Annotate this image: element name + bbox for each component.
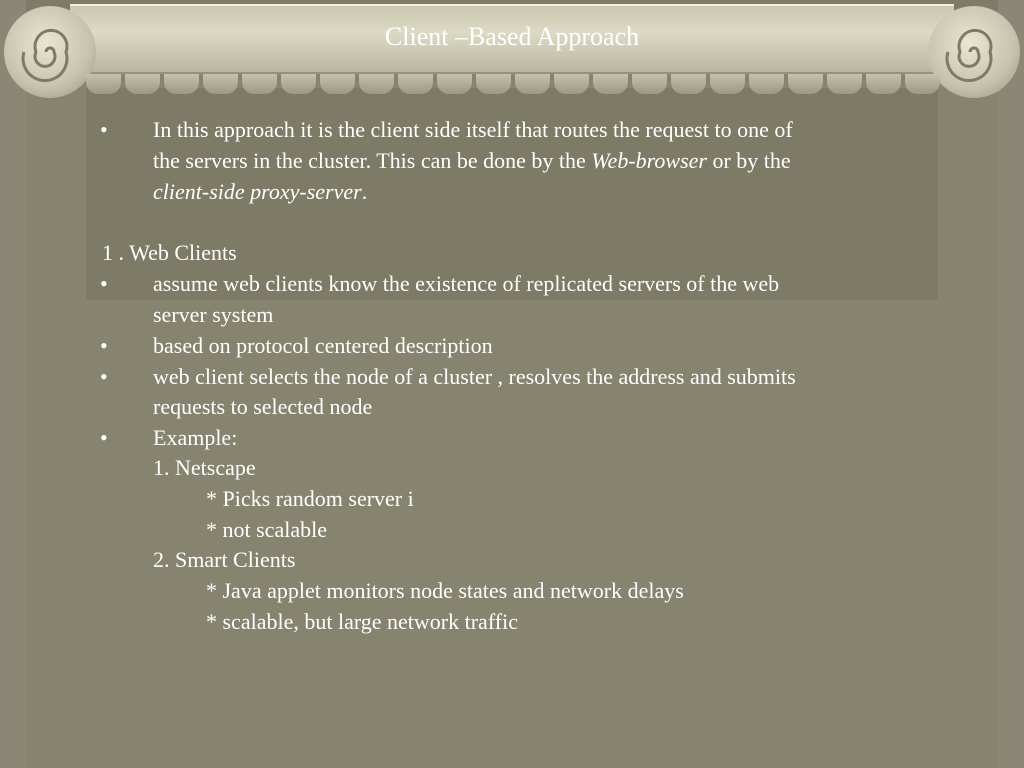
example-point: * not scalable bbox=[206, 517, 327, 542]
example-label: 1. Netscape bbox=[153, 455, 256, 480]
bullet-text: based on protocol centered description bbox=[153, 333, 493, 358]
intro-line-2 bbox=[153, 146, 791, 177]
bullet-marker: • bbox=[100, 333, 108, 358]
intro-text: the servers in the cluster. This can be done by the bbox=[153, 148, 592, 173]
intro-emphasis-proxy-server: client-side proxy-server bbox=[153, 179, 362, 204]
bullet-marker: • bbox=[100, 425, 108, 450]
bullet-text: web client selects the node of a cluster , resolves the address and submits bbox=[153, 364, 796, 389]
bullet-marker: • bbox=[100, 271, 108, 296]
intro-line-1: In this approach it is the client side itself that routes the request to one of bbox=[153, 117, 793, 142]
example-point: * scalable, but large network traffic bbox=[206, 609, 518, 634]
bullet-text: server system bbox=[153, 302, 274, 327]
example-point: * Picks random server i bbox=[206, 486, 414, 511]
intro-text: . bbox=[361, 179, 368, 204]
bullet-text: requests to selected node bbox=[153, 394, 373, 419]
intro-line-3 bbox=[153, 177, 367, 208]
example-point: * Java applet monitors node states and network delays bbox=[206, 578, 684, 603]
bullet-text: assume web clients know the existence of replicated servers of the web bbox=[153, 271, 780, 296]
slide-title: Client –Based Approach bbox=[384, 22, 640, 51]
bullet-marker: • bbox=[100, 364, 108, 389]
section-heading: 1 . Web Clients bbox=[102, 240, 237, 265]
bullet-marker: • bbox=[100, 117, 108, 142]
bullet-text: Example: bbox=[153, 425, 238, 450]
example-label: 2. Smart Clients bbox=[153, 547, 296, 572]
intro-emphasis-web-browser: Web-browser bbox=[591, 148, 707, 173]
intro-text: or by the bbox=[706, 148, 791, 173]
